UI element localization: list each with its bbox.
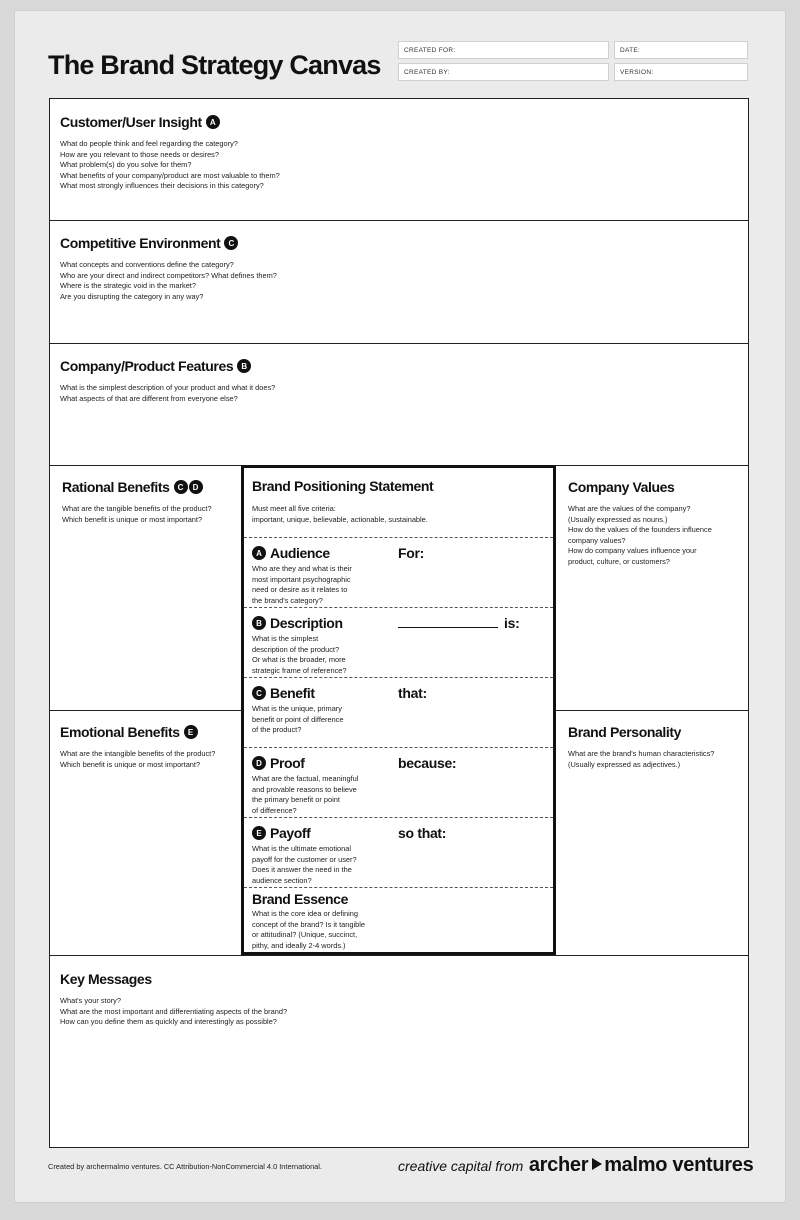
positioning-row-benefit[interactable] — [244, 678, 553, 748]
competitive-environment-section[interactable] — [49, 220, 749, 344]
description-label: Description — [270, 615, 343, 631]
proof-prompt: because: — [398, 755, 457, 771]
badge-c-icon: C — [224, 236, 238, 250]
audience-label: Audience — [270, 545, 330, 561]
key-messages-questions: What's your story? What are the most important and differentiating aspects of the brand? How can you define them as quickly and interestingly as possible? — [60, 996, 288, 1026]
brand-personality-section[interactable] — [555, 710, 749, 956]
description-prompt: is: — [504, 615, 520, 631]
play-triangle-icon — [592, 1158, 602, 1170]
emotional-benefits-heading: Emotional Benefits E — [60, 724, 232, 740]
rational-benefits-questions: What are the tangible benefits of the product? Which benefit is unique or most important? — [62, 504, 212, 524]
badge-e-icon: E — [252, 826, 266, 840]
competitive-environment-heading: Competitive Environment C — [60, 235, 738, 251]
badge-a-icon: A — [206, 115, 220, 129]
badge-b-icon: B — [237, 359, 251, 373]
benefit-questions: What is the unique, primary benefit or point of difference of the product? — [252, 704, 344, 734]
company-values-questions: What are the values of the company? (Usually expressed as nouns.) How do the values of the founders influence company values? How do company values influence your product, culture, or customers? — [568, 504, 712, 566]
payoff-prompt: so that: — [398, 825, 447, 841]
key-messages-section[interactable] — [49, 955, 749, 1148]
product-features-questions: What is the simplest description of your product and what it does? What aspects of that are different from everyone else? — [60, 383, 276, 403]
company-values-section[interactable] — [555, 465, 749, 711]
created-by-field[interactable]: CREATED BY: — [398, 63, 609, 81]
payoff-label: Payoff — [270, 825, 311, 841]
positioning-row-payoff[interactable] — [244, 818, 553, 888]
version-field[interactable]: VERSION: — [614, 63, 748, 81]
rational-benefits-heading: Rational Benefits C D — [62, 479, 230, 495]
license-credit: Created by archermalmo ventures. CC Attribution-NonCommercial 4.0 International. — [48, 1162, 322, 1171]
brand-essence-questions: What is the core idea or defining concept of the brand? Is it tangible or attitudinal? (Unique, succinct, pithy, and ideally 2-4 words.) — [252, 909, 365, 950]
badge-d-icon: D — [189, 480, 203, 494]
proof-questions: What are the factual, meaningful and provable reasons to believe the primary benefit or point of difference? — [252, 774, 359, 815]
company-values-heading: Company Values — [568, 479, 675, 495]
customer-insight-questions: What do people think and feel regarding the category? How are you relevant to those needs or desires? What problem(s) do you solve for them? What benefits of your company/product are most valuable to them? What most strongly influences their decisions in this category? — [60, 139, 280, 190]
emotional-benefits-section[interactable] — [49, 710, 243, 956]
page-title: The Brand Strategy Canvas — [48, 50, 381, 80]
date-field[interactable]: DATE: — [614, 41, 748, 59]
customer-insight-heading: Customer/User Insight A — [60, 114, 738, 130]
brand-positioning-section[interactable] — [241, 465, 556, 955]
positioning-criteria: Must meet all five criteria: important, unique, believable, actionable, sustainable. — [252, 504, 428, 524]
brand-essence-heading: Brand Essence — [252, 891, 348, 907]
brand-name-right: malmo ventures — [604, 1154, 754, 1176]
description-questions: What is the simplest description of the product? Or what is the broader, more strategic frame of reference? — [252, 634, 347, 675]
positioning-header — [244, 468, 553, 538]
tagline: creative capital from — [398, 1158, 524, 1174]
brand-personality-heading: Brand Personality — [568, 724, 682, 740]
audience-questions: Who are they and what is their most important psychographic need or desire as it relates to the brand's category? — [252, 564, 352, 605]
badge-c-icon: C — [174, 480, 188, 494]
badge-e-icon: E — [184, 725, 198, 739]
created-for-field[interactable]: CREATED FOR: — [398, 41, 609, 59]
brand-essence-row[interactable] — [244, 888, 553, 952]
brand-signature — [398, 1154, 753, 1177]
benefit-prompt: that: — [398, 685, 427, 701]
badge-a-icon: A — [252, 546, 266, 560]
emotional-benefits-questions: What are the intangible benefits of the product? Which benefit is unique or most important? — [60, 749, 216, 769]
payoff-questions: What is the ultimate emotional payoff for the customer or user? Does it answer the need in the audience section? — [252, 844, 357, 885]
badge-d-icon: D — [252, 756, 266, 770]
badge-c-icon: C — [252, 686, 266, 700]
benefit-label: Benefit — [270, 685, 315, 701]
rational-benefits-section[interactable] — [49, 465, 243, 711]
positioning-row-proof[interactable] — [244, 748, 553, 818]
proof-label: Proof — [270, 755, 305, 771]
brand-personality-questions: What are the brand's human characteristics? (Usually expressed as adjectives.) — [568, 749, 715, 769]
audience-prompt: For: — [398, 545, 425, 561]
key-messages-heading: Key Messages — [60, 971, 152, 987]
brand-name-left: archer — [528, 1154, 589, 1176]
product-features-heading: Company/Product Features B — [60, 358, 738, 374]
description-blank-line — [398, 627, 498, 628]
customer-insight-section[interactable] — [49, 98, 749, 221]
competitive-environment-questions: What concepts and conventions define the category? Who are your direct and indirect competitors? What defines them? Where is the strategic void in the market? Are you disrupting the category in any way? — [60, 260, 277, 301]
badge-b-icon: B — [252, 616, 266, 630]
product-features-section[interactable] — [49, 343, 749, 466]
positioning-heading: Brand Positioning Statement — [252, 478, 434, 494]
positioning-row-audience[interactable] — [244, 538, 553, 608]
positioning-row-description[interactable] — [244, 608, 553, 678]
